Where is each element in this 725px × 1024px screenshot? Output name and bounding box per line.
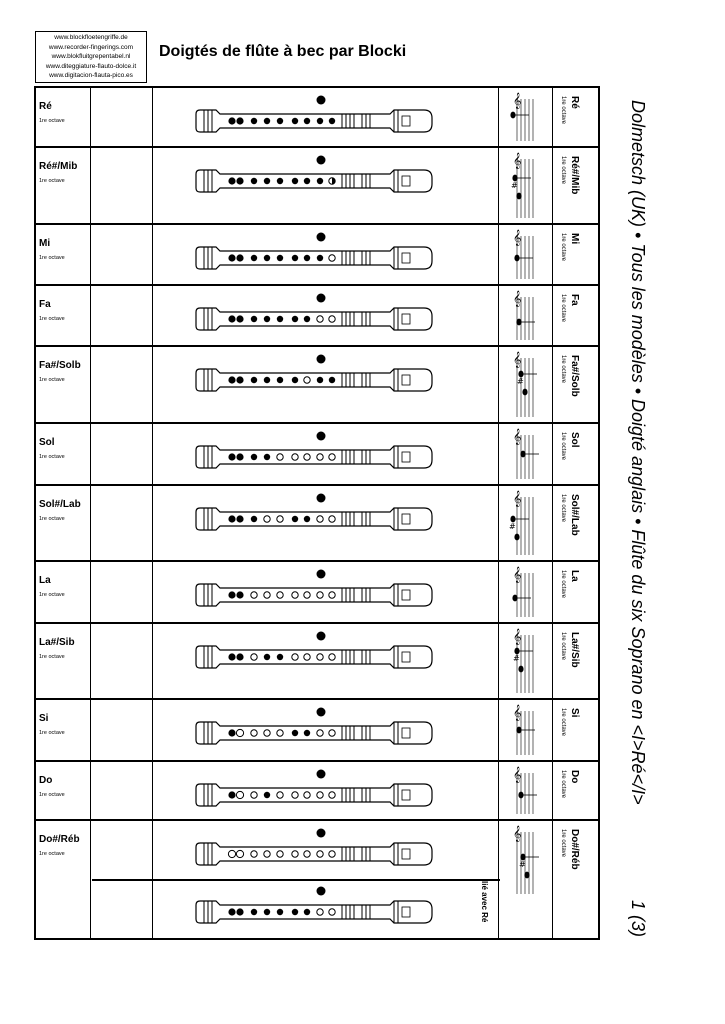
window-icon bbox=[402, 314, 410, 324]
fingering-row bbox=[36, 486, 598, 562]
rotated-octave-label: 1re octave bbox=[560, 829, 566, 858]
closed-hole bbox=[304, 730, 310, 736]
recorder-diagram bbox=[194, 827, 434, 869]
thumb-hole bbox=[317, 156, 326, 165]
closed-hole bbox=[304, 255, 310, 261]
note-name: Mi bbox=[39, 238, 51, 249]
closed-hole bbox=[251, 909, 257, 915]
closed-hole bbox=[277, 909, 283, 915]
open-hole bbox=[329, 909, 335, 915]
thumb-hole bbox=[317, 708, 326, 717]
staff-notation bbox=[507, 91, 541, 145]
closed-hole bbox=[236, 117, 243, 124]
sharp-icon: # bbox=[511, 181, 518, 190]
fingering-row bbox=[36, 700, 598, 762]
rotated-note-name: Do#/Réb bbox=[569, 829, 580, 870]
note-head bbox=[516, 193, 521, 200]
closed-hole bbox=[304, 316, 310, 322]
rotated-note-name: Fa#/Solb bbox=[569, 355, 580, 397]
octave-label: 1re octave bbox=[39, 516, 65, 522]
open-hole bbox=[317, 909, 323, 915]
window-icon bbox=[402, 590, 410, 600]
note-name: Fa#/Solb bbox=[39, 360, 81, 371]
open-hole bbox=[277, 792, 283, 798]
sharp-icon: # bbox=[519, 860, 526, 869]
octave-label: 1re octave bbox=[39, 316, 65, 322]
website-url: www.blockfloetengriffe.de bbox=[54, 34, 128, 41]
note-head bbox=[516, 727, 521, 734]
rotated-note-cell bbox=[552, 88, 600, 148]
open-hole bbox=[277, 851, 283, 857]
recorder-diagram bbox=[194, 231, 434, 273]
thumb-hole bbox=[317, 570, 326, 579]
open-hole bbox=[329, 592, 335, 598]
thumb-hole bbox=[317, 770, 326, 779]
staff-notation bbox=[507, 765, 541, 818]
closed-hole bbox=[264, 792, 270, 798]
note-name: La#/Sib bbox=[39, 637, 75, 648]
open-hole bbox=[251, 792, 257, 798]
rotated-note-name: Sol#/Lab bbox=[569, 494, 580, 536]
closed-hole bbox=[236, 376, 243, 383]
closed-hole bbox=[292, 118, 298, 124]
recorder-diagram bbox=[194, 492, 434, 534]
open-hole bbox=[277, 730, 283, 736]
closed-hole bbox=[236, 315, 243, 322]
closed-hole bbox=[317, 178, 323, 184]
octave-label: 1re octave bbox=[39, 792, 65, 798]
fingering-row bbox=[36, 88, 598, 148]
note-name: Si bbox=[39, 713, 49, 724]
recorder-diagram bbox=[194, 706, 434, 748]
open-hole bbox=[292, 792, 298, 798]
note-name: Sol#/Lab bbox=[39, 499, 81, 510]
closed-hole bbox=[264, 909, 270, 915]
treble-clef-icon: 𝄞 bbox=[513, 352, 522, 368]
rotated-note-name: Sol bbox=[569, 432, 580, 448]
note-head bbox=[516, 319, 521, 326]
recorder-diagram bbox=[194, 430, 434, 472]
open-hole bbox=[236, 729, 243, 736]
treble-clef-icon: 𝄞 bbox=[513, 629, 522, 645]
closed-hole bbox=[236, 177, 243, 184]
note-head bbox=[524, 872, 529, 879]
treble-clef-icon: 𝄞 bbox=[513, 429, 522, 445]
closed-hole bbox=[236, 254, 243, 261]
open-hole bbox=[329, 654, 335, 660]
fingering-row bbox=[36, 347, 598, 424]
open-hole bbox=[264, 730, 270, 736]
closed-hole bbox=[277, 255, 283, 261]
open-hole bbox=[329, 255, 335, 261]
website-url: www.recorder-fingerings.com bbox=[48, 43, 134, 51]
recorder-diagram bbox=[194, 630, 434, 672]
closed-hole bbox=[292, 516, 298, 522]
thumb-hole bbox=[317, 432, 326, 441]
rotated-octave-label: 1re octave bbox=[560, 708, 566, 737]
closed-hole bbox=[329, 118, 335, 124]
open-hole bbox=[304, 592, 310, 598]
rotated-note-name: Ré bbox=[569, 96, 580, 109]
recorder-diagram bbox=[194, 94, 434, 136]
closed-hole bbox=[228, 453, 235, 460]
open-hole bbox=[304, 851, 310, 857]
tied-note-label: lié avec Ré bbox=[480, 881, 489, 923]
open-hole bbox=[251, 851, 257, 857]
open-hole bbox=[292, 454, 298, 460]
window-icon bbox=[402, 452, 410, 462]
closed-hole bbox=[228, 729, 235, 736]
fingering-row bbox=[36, 562, 598, 624]
closed-hole bbox=[228, 254, 235, 261]
open-hole bbox=[292, 851, 298, 857]
octave-label: 1re octave bbox=[39, 454, 65, 460]
open-hole bbox=[317, 454, 323, 460]
closed-hole bbox=[251, 377, 257, 383]
octave-label: 1re octave bbox=[39, 592, 65, 598]
rotated-note-cell bbox=[552, 624, 600, 700]
open-hole bbox=[317, 851, 323, 857]
closed-hole bbox=[277, 118, 283, 124]
closed-hole bbox=[236, 653, 243, 660]
open-hole bbox=[264, 592, 270, 598]
window-icon bbox=[402, 176, 410, 186]
staff-notation bbox=[507, 350, 541, 421]
closed-hole bbox=[304, 118, 310, 124]
treble-clef-icon: 𝄞 bbox=[513, 767, 522, 783]
octave-label: 1re octave bbox=[39, 730, 65, 736]
staff-notation bbox=[507, 489, 541, 559]
alternate-recorder-diagram bbox=[194, 885, 434, 927]
thumb-hole bbox=[317, 887, 326, 896]
website-url: www.digitacion-flauta-pico.es bbox=[49, 72, 133, 80]
closed-hole bbox=[264, 454, 270, 460]
rotated-note-name: Ré#/Mib bbox=[569, 156, 580, 195]
fingering-row bbox=[36, 286, 598, 347]
window-icon bbox=[402, 652, 410, 662]
closed-hole bbox=[277, 377, 283, 383]
note-head bbox=[518, 666, 523, 673]
closed-hole bbox=[304, 909, 310, 915]
note-name: Do#/Réb bbox=[39, 834, 80, 845]
rotated-octave-label: 1re octave bbox=[560, 233, 566, 262]
fingering-row bbox=[36, 762, 598, 821]
open-hole bbox=[317, 654, 323, 660]
rotated-note-cell bbox=[552, 821, 600, 938]
rotated-octave-label: 1re octave bbox=[560, 432, 566, 461]
open-hole bbox=[277, 516, 283, 522]
treble-clef-icon: 𝄞 bbox=[513, 230, 522, 246]
octave-label: 1re octave bbox=[39, 654, 65, 660]
recorder-diagram bbox=[194, 768, 434, 810]
open-hole bbox=[304, 377, 310, 383]
closed-hole bbox=[236, 453, 243, 460]
closed-hole bbox=[264, 255, 270, 261]
treble-clef-icon: 𝄞 bbox=[513, 93, 522, 109]
open-hole bbox=[317, 592, 323, 598]
note-head bbox=[514, 255, 519, 262]
open-hole bbox=[329, 851, 335, 857]
note-head bbox=[514, 534, 519, 541]
octave-label: 1re octave bbox=[39, 178, 65, 184]
closed-hole bbox=[264, 118, 270, 124]
note-name: La bbox=[39, 575, 51, 586]
open-hole bbox=[329, 316, 335, 322]
octave-label: 1re octave bbox=[39, 118, 65, 124]
note-head bbox=[510, 112, 515, 119]
thumb-hole bbox=[317, 494, 326, 503]
rotated-note-cell bbox=[552, 700, 600, 762]
thumb-hole bbox=[317, 829, 326, 838]
website-url: www.blokfluitgrepentabel.nl bbox=[51, 53, 131, 61]
open-hole bbox=[236, 791, 243, 798]
open-hole bbox=[264, 516, 270, 522]
sharp-icon: # bbox=[509, 522, 516, 531]
closed-hole bbox=[251, 118, 257, 124]
rotated-note-cell bbox=[552, 562, 600, 624]
thumb-hole bbox=[317, 294, 326, 303]
note-name: Sol bbox=[39, 437, 55, 448]
closed-hole bbox=[251, 516, 257, 522]
closed-hole bbox=[292, 255, 298, 261]
open-hole bbox=[292, 654, 298, 660]
rotated-octave-label: 1re octave bbox=[560, 96, 566, 125]
closed-hole bbox=[264, 377, 270, 383]
rotated-note-cell bbox=[552, 225, 600, 286]
closed-hole bbox=[236, 591, 243, 598]
closed-hole bbox=[236, 515, 243, 522]
open-hole bbox=[329, 454, 335, 460]
window-icon bbox=[402, 514, 410, 524]
closed-hole bbox=[251, 255, 257, 261]
staff-notation bbox=[507, 703, 541, 759]
side-title bbox=[627, 100, 648, 940]
rotated-octave-label: 1re octave bbox=[560, 570, 566, 599]
closed-hole bbox=[228, 177, 235, 184]
staff-notation bbox=[507, 289, 541, 344]
window-icon bbox=[402, 728, 410, 738]
rotated-note-cell bbox=[552, 762, 600, 821]
closed-hole bbox=[228, 315, 235, 322]
rotated-note-cell bbox=[552, 424, 600, 486]
closed-hole bbox=[228, 515, 235, 522]
octave-label: 1re octave bbox=[39, 851, 65, 857]
rotated-note-name: La bbox=[569, 570, 580, 582]
closed-hole bbox=[277, 178, 283, 184]
closed-hole bbox=[264, 178, 270, 184]
closed-hole bbox=[317, 255, 323, 261]
staff-notation bbox=[507, 824, 541, 898]
sharp-icon: # bbox=[517, 377, 524, 386]
rotated-note-name: La#/Sib bbox=[569, 632, 580, 668]
treble-clef-icon: 𝄞 bbox=[513, 567, 522, 583]
recorder-diagram bbox=[194, 154, 434, 196]
closed-hole bbox=[228, 653, 235, 660]
window-icon bbox=[402, 253, 410, 263]
sharp-icon: # bbox=[513, 654, 520, 663]
rotated-octave-label: 1re octave bbox=[560, 770, 566, 799]
page-title: Doigtés de flûte à bec par Blocki bbox=[159, 43, 407, 60]
instrument-description: Dolmetsch (UK) • Tous les modèles • Doigté anglais • Flûte du six Soprano en <I>Ré</I> bbox=[628, 100, 648, 805]
fingering-row bbox=[36, 148, 598, 225]
open-hole bbox=[292, 592, 298, 598]
open-hole bbox=[329, 516, 335, 522]
closed-hole bbox=[317, 118, 323, 124]
closed-hole bbox=[264, 316, 270, 322]
note-head bbox=[520, 451, 525, 458]
note-head bbox=[518, 792, 523, 799]
fingering-row bbox=[36, 624, 598, 700]
rotated-octave-label: 1re octave bbox=[560, 156, 566, 185]
thumb-hole bbox=[317, 233, 326, 242]
thumb-hole bbox=[317, 355, 326, 364]
page-number: 1 (3) bbox=[628, 900, 648, 938]
rotated-note-name: Fa bbox=[569, 294, 580, 306]
fingering-row bbox=[36, 821, 598, 938]
rotated-octave-label: 1re octave bbox=[560, 632, 566, 661]
staff-notation bbox=[507, 627, 541, 697]
closed-hole bbox=[292, 316, 298, 322]
closed-hole bbox=[251, 454, 257, 460]
open-hole bbox=[317, 730, 323, 736]
open-hole bbox=[304, 792, 310, 798]
open-hole bbox=[251, 592, 257, 598]
closed-hole bbox=[304, 516, 310, 522]
closed-hole bbox=[317, 377, 323, 383]
website-url: www.diteggiature-flauto-dolce.it bbox=[45, 62, 137, 70]
rotated-note-name: Do bbox=[569, 770, 580, 784]
open-hole bbox=[304, 654, 310, 660]
rotated-note-name: Si bbox=[569, 708, 580, 718]
closed-hole bbox=[292, 909, 298, 915]
rotated-note-cell bbox=[552, 148, 600, 225]
closed-hole bbox=[228, 591, 235, 598]
closed-hole bbox=[292, 178, 298, 184]
rotated-note-cell bbox=[552, 486, 600, 562]
closed-hole bbox=[228, 908, 235, 915]
open-hole bbox=[264, 851, 270, 857]
closed-hole bbox=[228, 791, 235, 798]
recorder-diagram bbox=[194, 353, 434, 395]
rotated-octave-label: 1re octave bbox=[560, 355, 566, 384]
open-hole bbox=[251, 654, 257, 660]
treble-clef-icon: 𝄞 bbox=[513, 826, 522, 842]
closed-hole bbox=[304, 178, 310, 184]
note-head bbox=[512, 595, 517, 602]
rotated-note-cell bbox=[552, 347, 600, 424]
closed-hole bbox=[251, 178, 257, 184]
open-hole bbox=[329, 792, 335, 798]
treble-clef-icon: 𝄞 bbox=[513, 491, 522, 507]
open-hole bbox=[236, 850, 243, 857]
open-hole bbox=[277, 454, 283, 460]
open-hole bbox=[329, 730, 335, 736]
closed-hole bbox=[251, 316, 257, 322]
closed-hole bbox=[329, 377, 335, 383]
staff-notation bbox=[507, 151, 541, 222]
rotated-octave-label: 1re octave bbox=[560, 294, 566, 323]
closed-hole bbox=[292, 377, 298, 383]
octave-label: 1re octave bbox=[39, 377, 65, 383]
rotated-note-cell bbox=[552, 286, 600, 347]
treble-clef-icon: 𝄞 bbox=[513, 705, 522, 721]
treble-clef-icon: 𝄞 bbox=[513, 291, 522, 307]
note-name: Fa bbox=[39, 299, 51, 310]
fingering-table bbox=[34, 86, 600, 940]
recorder-diagram bbox=[194, 568, 434, 610]
open-hole bbox=[304, 454, 310, 460]
rotated-octave-label: 1re octave bbox=[560, 494, 566, 523]
open-hole bbox=[277, 592, 283, 598]
website-list bbox=[35, 31, 147, 83]
window-icon bbox=[402, 116, 410, 126]
fingering-row bbox=[36, 225, 598, 286]
thumb-hole bbox=[317, 632, 326, 641]
open-hole bbox=[228, 850, 235, 857]
open-hole bbox=[317, 516, 323, 522]
treble-clef-icon: 𝄞 bbox=[513, 153, 522, 169]
recorder-diagram bbox=[194, 292, 434, 334]
staff-notation bbox=[507, 228, 541, 283]
octave-label: 1re octave bbox=[39, 255, 65, 261]
window-icon bbox=[402, 907, 410, 917]
rotated-note-name: Mi bbox=[569, 233, 580, 245]
open-hole bbox=[317, 792, 323, 798]
closed-hole bbox=[292, 730, 298, 736]
window-icon bbox=[402, 849, 410, 859]
window-icon bbox=[402, 375, 410, 385]
open-hole bbox=[317, 316, 323, 322]
closed-hole bbox=[236, 908, 243, 915]
closed-hole bbox=[277, 316, 283, 322]
closed-hole bbox=[264, 654, 270, 660]
closed-hole bbox=[277, 654, 283, 660]
note-name: Do bbox=[39, 775, 53, 786]
note-name: Ré bbox=[39, 101, 52, 112]
note-name: Ré#/Mib bbox=[39, 161, 78, 172]
thumb-hole bbox=[317, 96, 326, 105]
open-hole bbox=[251, 730, 257, 736]
fingering-row bbox=[36, 424, 598, 486]
note-head bbox=[522, 389, 527, 396]
staff-notation bbox=[507, 427, 541, 483]
window-icon bbox=[402, 790, 410, 800]
staff-notation bbox=[507, 565, 541, 621]
closed-hole bbox=[228, 376, 235, 383]
closed-hole bbox=[228, 117, 235, 124]
